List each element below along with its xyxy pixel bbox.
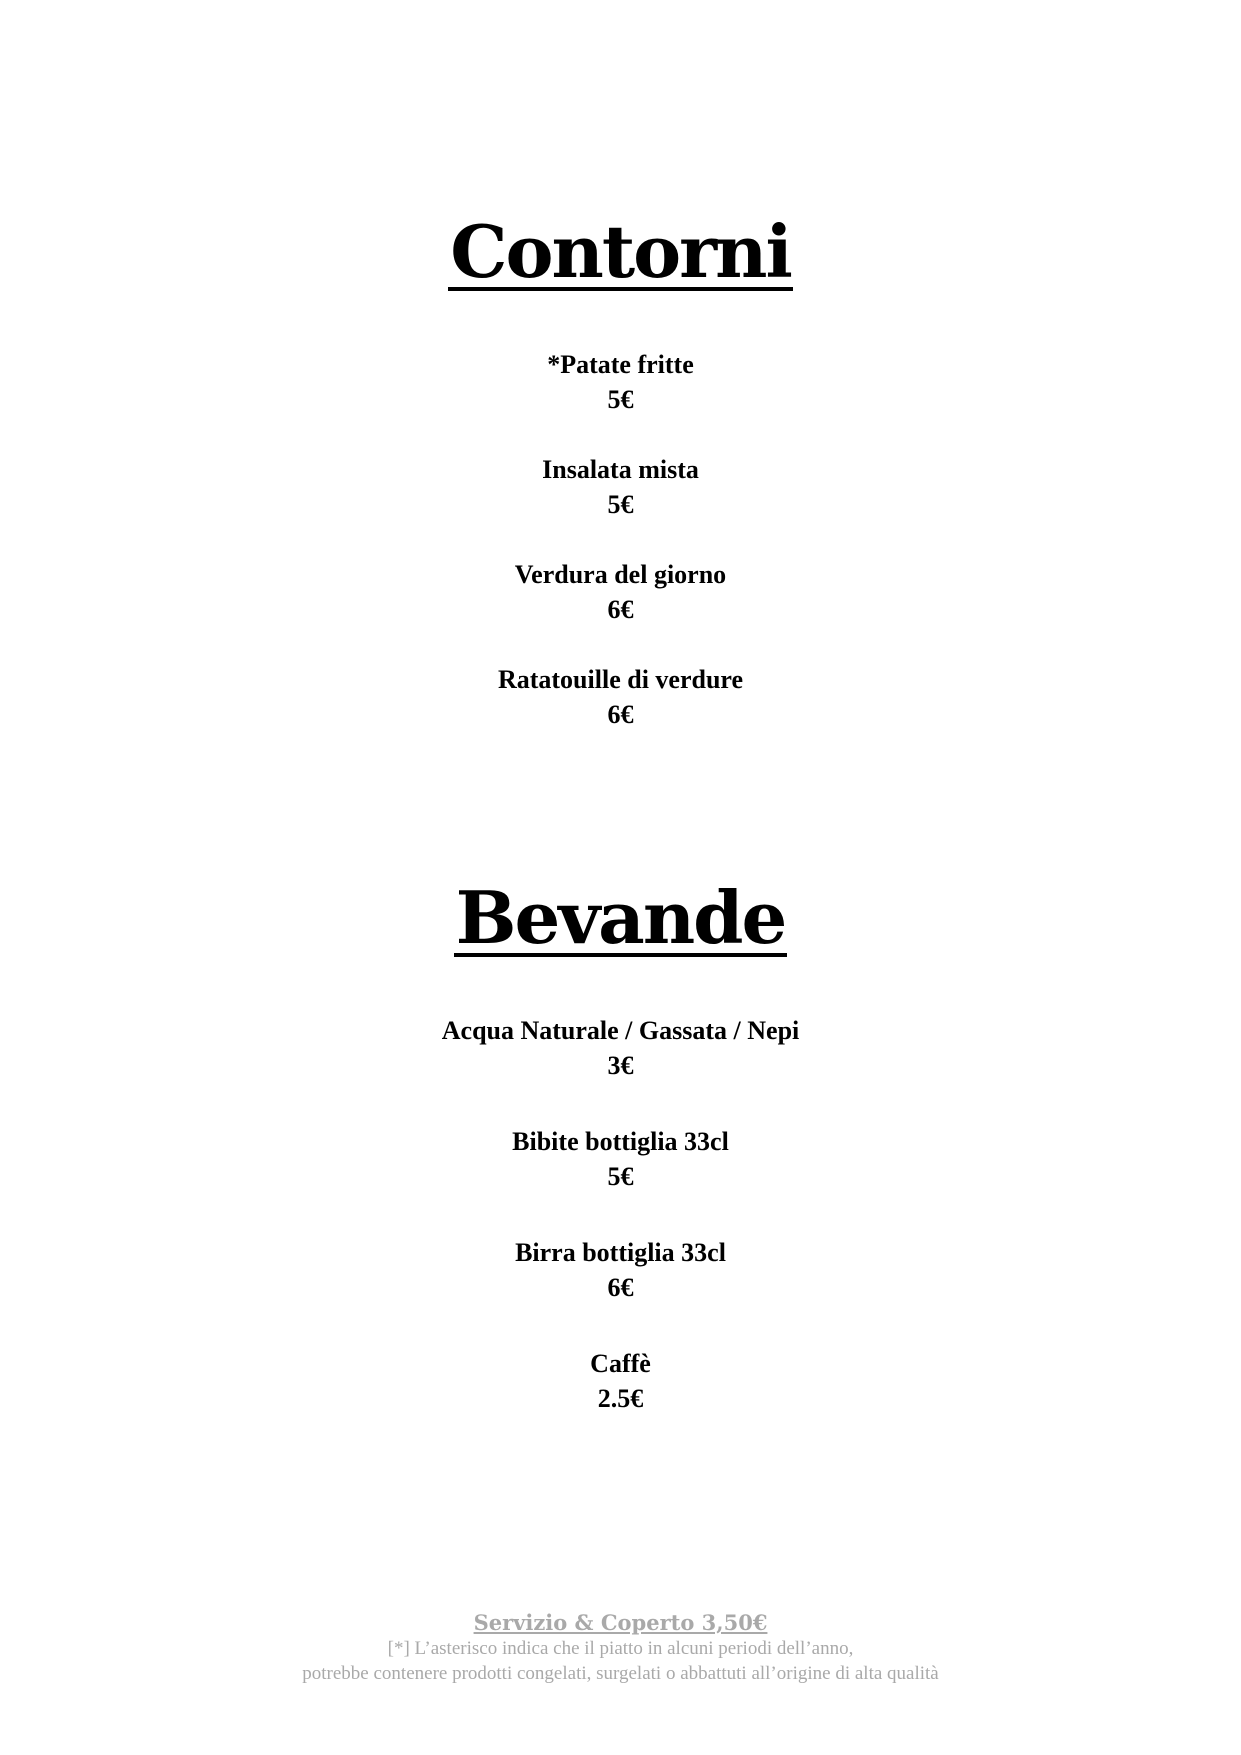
menu-item-price: 2.5€ (597, 1384, 644, 1413)
menu-item (0, 662, 1241, 732)
menu-item-name: *Patate fritte (547, 350, 694, 379)
menu-item-name: Ratatouille di verdure (497, 665, 744, 694)
menu-item-name: Insalata mista (542, 455, 699, 484)
footer (0, 1610, 1241, 1686)
menu-item-price: 5€ (607, 1162, 634, 1191)
section-title-bevande (0, 875, 1241, 960)
section-title-contorni (0, 209, 1241, 294)
footnote-line-1: [*] L’asterisco indica che il piatto in alcuni periodi dell’anno, (387, 1638, 854, 1659)
menu-item (0, 1013, 1241, 1083)
menu-item (0, 557, 1241, 627)
menu-item-price: 5€ (607, 490, 634, 519)
section-title-text: Contorni (450, 209, 791, 294)
menu-item (0, 1346, 1241, 1416)
menu-item-name: Verdura del giorno (514, 560, 727, 589)
footnote-line-2: potrebbe contenere prodotti congelati, surgelati o abbattuti all’origine di alta qualità (302, 1663, 939, 1684)
menu-item (0, 452, 1241, 522)
menu-item (0, 1124, 1241, 1194)
menu-item-price: 6€ (607, 700, 634, 729)
service-charge: Servizio & Coperto 3,50€ (473, 1610, 768, 1635)
menu-item-name: Caffè (590, 1349, 651, 1378)
section-title-text: Bevande (455, 875, 786, 960)
menu-item-price: 5€ (607, 385, 634, 414)
menu-item-price: 3€ (607, 1051, 634, 1080)
menu-item-price: 6€ (607, 595, 634, 624)
menu-item (0, 1235, 1241, 1305)
menu-item-name: Bibite bottiglia 33cl (512, 1127, 729, 1156)
menu-item-price: 6€ (607, 1273, 634, 1302)
menu-item (0, 347, 1241, 417)
menu-item-name: Birra bottiglia 33cl (515, 1238, 726, 1267)
menu-item-name: Acqua Naturale / Gassata / Nepi (441, 1016, 800, 1045)
